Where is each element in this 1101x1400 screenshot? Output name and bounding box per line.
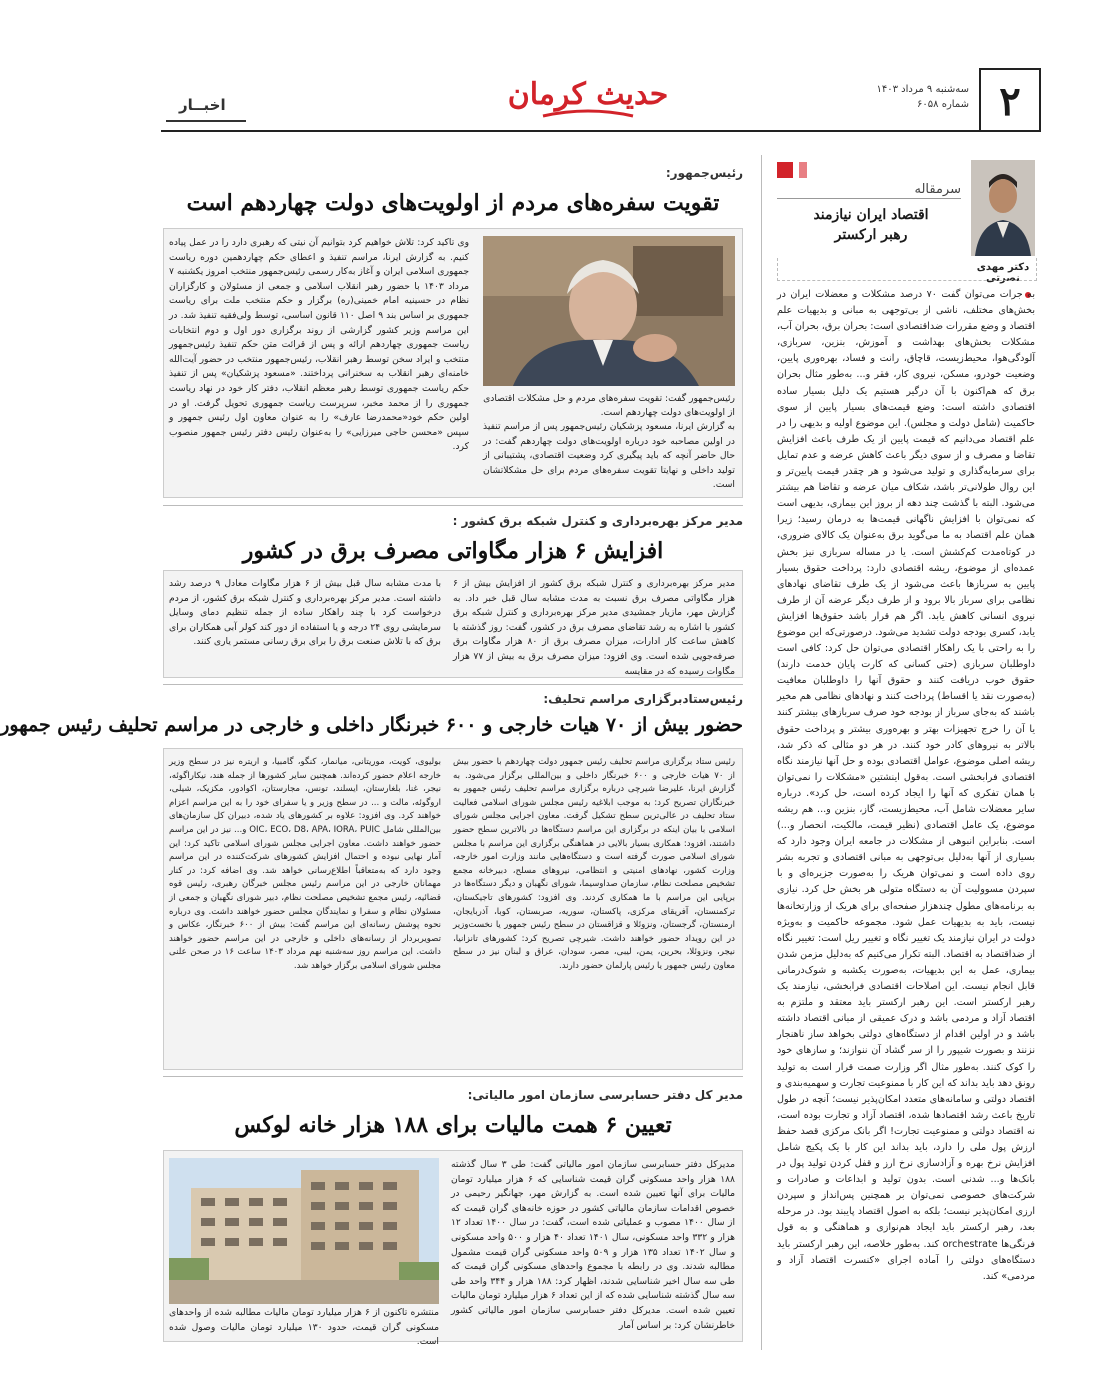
editorial-red-mark <box>777 162 793 178</box>
section-underline <box>166 120 246 122</box>
article1-caption: رئیس‌جمهور گفت: تقویت سفره‌های مردم و حل مشکلات اقتصادی از اولویت‌های دولت چهاردهم است. <box>483 393 735 418</box>
author-name: دکتر مهدی نصرتی <box>976 262 1030 284</box>
newspaper-logo <box>507 58 669 130</box>
article3-top-rule <box>163 684 743 685</box>
article1-kicker: رئیس‌جمهور: <box>665 166 743 180</box>
masthead-rule <box>161 130 1041 132</box>
article1-body-left: وی تاکید کرد: تلاش خواهیم کرد بتوانیم آن نیتی که رهبری دارد را در عمل پیاده کنیم. به گزارش ایرنا، مراسم تنفیذ و اعطای حکم چهاردهمین دوره ریاست جمهوری اسلامی ایران و آغاز به‌کار رسمی رئیس‌جمهور منتخب امروز یکشنبه ۷ مرداد ۱۴۰۳ با حضور رهبر انقلاب اسلامی و جمعی از مسئولان و کارگزاران نظام در حسینیه امام خمینی(ره) برگزار و حکم منتخب ملت برای ریاست جمهوری بر اساس بند ۹ اصل ۱۱۰ قانون اساسی، توسط ولی‌فقیه تنفیذ شد. در این مراسم وزیر کشور گزارشی از روند برگزاری دور اول و دوم انتخابات ریاست جمهوری چهاردهم ارائه و پس از قرائت متن حکم تنفیذ رئیس‌جمهور منتخب و ایراد سخن توسط رهبر انقلاب، رئیس‌جمهور منتخب در حضور آیت‌الله خامنه‌ای رهبر انقلاب به سخنرانی پرداختند. «مسعود پزشکیان» پس از تنفیذ حکم ریاست جمهوری توسط رهبر معظم انقلاب، دفتر کار خود در نهاد ریاست جمهوری را از محمد مخبر، سرپرست ریاست جمهوری تحویل گرفت. او در اولین حکم خود«محمدرضا عارف» را به عنوان معاون اول رئیس جمهور و سپس «محسن حاجی میرزایی» را به‌عنوان رئیس دفتر رئیس جمهور منصوب کرد. <box>169 237 470 453</box>
article4-headline: تعیین ۶ همت مالیات برای ۱۸۸ هزار خانه لوکس <box>234 1112 672 1138</box>
article1-photo <box>483 236 735 386</box>
date-line: سه‌شنبه ۹ مرداد ۱۴۰۳ <box>876 84 969 95</box>
article2-body-right: مدیر مرکز بهره‌برداری و کنترل شبکه برق کشور از افزایش بیش از ۶ هزار مگاواتی مصرف برق نسبت به مدت مشابه سال قبل خبر داد. به گزارش مهر، مازیار جمشیدی مدیر مرکز بهره‌برداری و کنترل شبکه برق کشور با اشاره به رشد تقاضای مصرف برق در کشور، گفت: روز گذشته با کاهش ساعت کار ادارات، میزان مصرف برق از ۸۰ هزار مگاوات برق صرفه‌جویی شده است. وی افزود: میزان مصرف برق به بیش از ۷۷ هزار مگاوات رسیده که در مقایسه <box>453 578 735 677</box>
article1-headline: تقویت سفره‌های مردم از اولویت‌های دولت چهاردهم است <box>186 190 720 216</box>
article2-kicker: مدیر مرکز بهره‌برداری و کنترل شبکه برق کشور : <box>452 514 743 528</box>
article4-photo <box>169 1158 439 1304</box>
logo-text: حدیث کرمان <box>507 77 669 112</box>
date-block <box>877 82 969 112</box>
editorial-title <box>777 205 965 245</box>
editorial-label-rule <box>777 198 961 199</box>
author-photo <box>971 160 1035 256</box>
article3-kicker: رئیس‌ستادبرگزاری مراسم تحلیف: <box>543 692 743 706</box>
column-divider <box>761 155 762 1350</box>
page-number: ۲ <box>979 68 1041 132</box>
editorial-label: سرمقاله <box>914 182 961 197</box>
section-label: اخبــار <box>179 96 226 114</box>
article4-body-left: منتشره تاکنون از ۶ هزار میلیارد تومان مالیات مطالبه شده از واحدهای مسکونی گران قیمت، حدود ۱۳۰ میلیارد تومان مالیات وصول شده است. <box>169 1307 439 1348</box>
author-box <box>777 258 1037 281</box>
article3-body-right: رئیس ستاد برگزاری مراسم تحلیف رئیس جمهور دولت چهاردهم با حضور بیش از ۷۰ هیات خارجی و ۶۰۰ خبرنگار داخلی و بین‌المللی برگزار می‌شود. به گزارش ایرنا، علیرضا شیرچی درباره برگزاری مراسم تحلیف رئیس جمهور به خبرنگاران تصریح کرد: به موجب ابلاغیه رئیس مجلس شورای اسلامی فعالیت ستاد تحلیف در عالی‌ترین سطح تشکیل گرفت. معاون اجرایی مجلس شورای اسلامی با بیان اینکه در برگزاری این مراسم دستگاه‌ها در بالاترین سطح حضور داشتند، افزود: همکاری بسیار بالایی در هماهنگی برگزاری این مراسم با مجلس شورای اسلامی صورت گرفته است و دستگاه‌هایی مانند وزارت امور خارجه، وزارت کشور، نهادهای امنیتی و انتظامی، نیروهای مسلح، دبیرخانه مجمع تشخیص مصلحت نظام، سازمان صداوسیما، شورای نگهبان و دیگر دستگاه‌ها در برپایی این مراسم با ما همکاری کردند. وی افزود: کشورهای تاجیکستان، ترکمنستان، آفریقای مرکزی، پاکستان، سوریه، صربستان، کوبا، آذربایجان، ارمنستان، گرجستان، ونزوئلا و قزاقستان در سطح رئیس جمهور یا نخست‌وزیر در این رویداد حضور خواهند داشت. شیرچی تصریح کرد: کشورهای تانزانیا، نیجر، ونزوئلا، بحرین، یمن، لیبی، مصر، سودان، عراق و لبنان نیز در سطح معاون رئیس جمهور یا رئیس پارلمان حضور دارند. <box>453 757 736 971</box>
editorial-title-line2: رهبر ارکستر <box>834 227 908 243</box>
article2-body-left: با مدت مشابه سال قبل بیش از ۶ هزار مگاوات معادل ۹ درصد رشد داشته است. مدیر مرکز بهره‌برداری و کنترل شبکه برق کشور، از مردم درخواست کرد با چند راهکار ساده از جمله تنظیم دمای وسایل سرمایشی روی ۲۴ درجه و یا استفاده از دور کند کولر آبی همکاران برای برق که با تلاش صنعت برق را برای برق رسانی مستمر یاری کنند. <box>169 578 441 648</box>
article3-body-left: بولیوی، کویت، موریتانی، میانمار، کنگو، گامبیا، و اریتره نیز در سطح وزیر خارجه اعلام حضور کرده‌اند. همچنین سایر کشورها از جمله هند، نیکاراگوئه، نیجر، غنا، بلغارستان، ایسلند، تونس، مجارستان، اکوادور، مکزیک، شیلی، اروگوئه، مالت و ... در سطح وزیر و یا سفرای خود را به این مراسم اعزام خواهند کرد. وی افزود: علاوه بر کشورهای یاد شده، دبیران کل سازمان‌های بین‌المللی شامل OIC، ECO، D8، APA، IORA، PUIC و... نیز در این مراسم حضور خواهند داشت. معاون اجرایی مجلس شورای اسلامی تاکید کرد: این آمار نهایی نبوده و احتمال افزایش کشورهای شرکت‌کننده در این مراسم وجود دارد که به‌متعاقباً اطلاع‌رسانی خواهد شد. وی اضافه کرد: در کنار مهمانان خارجی در این مراسم رئیس مجلس خبرگان رهبری، رئیس قوه قضائیه، رئیس مجمع تشخیص مصلحت نظام، دبیر شورای نگهبان و جمعی از مسئولان نظام و سفرا و نمایندگان مجلس حضور خواهند داشت. وی درباره نحوه پوشش رسانه‌ای این مراسم گفت: بیش از ۶۰۰ خبرنگار، عکاس و تصویربردار از رسانه‌های داخلی و خارجی در این مراسم حضور خواهند داشت. این مراسم روز سه‌شنبه نهم مرداد ۱۴۰۳ ساعت ۱۶ در صحن علنی مجلس شورای اسلامی برگزار خواهد شد. <box>169 757 442 971</box>
editorial-red-mark-2 <box>799 162 807 178</box>
editorial-title-line1: اقتصاد ایران نیازمند <box>813 207 929 223</box>
editorial-body: به جرات می‌توان گفت ۷۰ درصد مشکلات و معضلات ایران در بخش‌های مختلف، ناشی از بی‌توجهی به مبانی و بدیهیات علم اقتصاد و وضع مقررات ضداقتصادی است: بحران برق، بحران آب، مشکلات بخش‌های بهداشت و آموزش، بنزین، سربازی، آلودگی‌هوا، محیط‌زیست، قاچاق، رانت و فساد، بهره‌وری پایین، وضعیت خودرو، مسکن، نیروی کار، فقر و... به‌طور مثال بحران برق که هم‌اکنون با آن درگیر هستیم یک دلیل بسیار ساده اقتصادی داشته است: وضع قیمت‌های بسیار پایین از سوی حاکمیت (شامل دولت و مجلس). این موضوع اولیه و بدیهی را در علم اقتصاد می‌دانیم که قیمت پایین از یک طرف باعث افزایش تقاضا و مصرف و از سوی دیگر باعث کاهش عرضه و عدم تمایل برای سرمایه‌گذاری و تولید می‌شود و هر چقدر قیمت پایین‌تر و این روال طولانی‌تر باشد، شکاف میان عرضه و تقاضا هم بیشتر می‌شود. البته با گذشت چند دهه از بروز این بیماری، بدیهی است که نمی‌توان با افزایش ناگهانی قیمت‌ها به درمان رسید؛ زیرا همان علم اقتصاد به ما می‌گوید برق به‌عنوان یک کالای ضروری، در کوتاه‌مدت کم‌کشش است. یا در مساله سربازی نیز بخش عمده‌ای از موضوع، ریشه اقتصادی دارد: پرداخت حقوق بسیار پایین به سربازها باعث می‌شود از یک طرف تقاضای نهادهای نظامی برای سرباز بالا برود و از طرف دیگر عرضه آن از طرف نیروی انسانی کاهش یابد. اگر هم قرار باشد حقوق‌ها افزایش یابد، کسری بودجه دولت تشدید می‌شود. درصورتی‌که این موضوع را به راحتی با یک راهکار اقتصادی می‌توان حل کرد: کافی است داوطلبان سربازی (حتی کسانی که کارت پایان خدمت دارند) حقوق خوب دریافت کنند و حقوق آنها را داوطلبان معافیت (به‌صورت نقد یا اقساط) پرداخت کنند و نهادهای نظامی هم مخیر باشند که به‌جای سرباز از بودجه خود صرف سربازهای بیشتر کنند یا آن را خرج تجهیزات بهتر و بهره‌وری بیشتر و پرداخت حقوق بالاتر به نیروهای کادر خود کنند. در هر دو مثالی که ذکر شد، ریشه اصلی موضوع، عوامل اقتصادی بوده و حل آنها نیازمند نگاه اقتصادی فرابخشی است. به‌قول اینشتین «مشکلات را نمی‌توان با همان تفکری که آنها را ایجاد کرده است، حل کرد». درباره سایر معضلات شامل آب، محیط‌زیست، گاز، بنزین و... هم ریشه موضوع، یک عامل اقتصادی (نظیر قیمت، مالکیت، انحصار و...) است. بنابراین انبوهی از مشکلات در جامعه ایران وجود دارد که بسیاری از آنها به‌دلیل بی‌توجهی به مبانی اقتصادی و تجربه بشر روی داده است و نمی‌توان هریک را به‌صورت جزیره‌ای و با سپردن مسوولیت آن به دستگاه متولی هر بخش حل کرد. نیازی به برنامه‌های مطول چندهزار صفحه‌ای برای هریک از وزارتخانه‌ها نیست، باید به بدیهیات عمل شود. مجموعه حاکمیت و به‌ویژه دولت در ایران نیازمند یک تغییر نگاه و تغییر ریل است: تغییر نگاه از ضداقتصاد به اقتصاد. البته تکرار می‌کنیم که به‌دلیل مزمن شدن بیماری، عمل به این بدیهیات، به‌صورت یکشبه و شوک‌درمانی قابل انجام نیست. این اصلاحات اقتصادی فرابخشی، نیازمند یک رهبر ارکستر است. این رهبر ارکستر باید معتقد و ملتزم به اقتصاد آزاد و مردمی باشد و درک عمیقی از مبانی اقتصاد داشته باشد و در اولین اقدام از دستگاه‌های دولتی بخواهد ساز ناهنجار نزنند و بصورت شیپور را از سر گشاد آن ننوازند؛ و سازهای خود را کوک کنند. به‌طور مثال اگر وزارت صمت قرار است به تولید رونق دهد باید بداند که این کار با ممنوعیت تجارت و سهمیه‌بندی و اقتصاد دولتی و سامانه‌های متعدد امکان‌پذیر نیست؛ آنچه در طول تاریخ باعث رشد اقتصادها شده، اقتصاد آزاد و تجارت بوده است، نه اقتصاد دولتی و ممنوعیت تجارت! اگر بانک مرکزی قصد حفظ ارزش پول ملی را دارد، باید بداند این کار با یک پکیج شامل افزایش نرخ بهره و آزادسازی نرخ ارز و قفل کردن تولید پول در بانک‌ها و... شدنی است. بدون تولید و ابداعات و صادرات و شرکت‌های خصوصی نمی‌توان بر همچنین پس‌انداز و سپردن ارزی امکان‌پذیر نیست؛ بلکه به اصول اقتصاد پایبند بود. در مرحله بعد، رهبر ارکستر باید ایجاد هم‌نوازی و هماهنگی و به قول فرنگی‌ها orchestrate کند. به‌طور خلاصه، این رهبر ارکستر باید دستگاه‌های دولتی را آماده اجرای «کنسرت اقتصاد آزاد و مردمی» کند. <box>777 289 1035 1282</box>
article4-body-center: مدیرکل دفتر حسابرسی سازمان امور مالیاتی گفت: طی ۳ سال گذشته ۱۸۸ هزار واحد مسکونی گران قیمت شناسایی که ۶ هزار میلیارد تومان مالیات برای آنها تعیین شده است. به گزارش مهر، جهانگیر رحیمی در خصوص اقدامات سازمان مالیاتی کشور در حوزه خانه‌های گران قیمت که از سال ۱۴۰۰ مصوب و عملیاتی شده است، گفت: در سال ۱۴۰۰ تعداد ۱۲ هزار و ۳۳۲ واحد مسکونی، سال ۱۴۰۱ تعداد ۴۰ هزار و ۵۰۰ واحد مسکونی و سال ۱۴۰۲ تعداد ۱۳۵ هزار و ۵۰۹ واحد مسکونی گران قیمت مشمول مطالبه شدند. وی در رابطه با مجموع واحدهای مسکونی گران قیمت که طی سه سال اخیر شناسایی شدند، اظهار کرد: ۱۸۸ هزار و ۳۴۴ واحد طی سه سال گذشته شناسایی شده که از این تعداد ۶ هزار میلیارد تومان مالیات تعیین شده است. مدیرکل دفتر حسابرسی سازمان امور مالیاتی کشور خاطرنشان کرد: بر اساس آمار <box>451 1159 736 1331</box>
article3-headline: حضور بیش از ۷۰ هیات خارجی و ۶۰۰ خبرنگار داخلی و خارجی در مراسم تحلیف رئیس جمهور <box>0 714 743 736</box>
article2-headline: افزایش ۶ هزار مگاواتی مصرف برق در کشور <box>242 538 664 564</box>
article1-body-right: به گزارش ایرنا، مسعود پزشکیان رئیس‌جمهور پس از مراسم تنفیذ در اولین مصاحبه خود درباره اولویت‌های دولت چهاردهم گفت: در حال حاضر آنچه که باید پیگیری کرد وضعیت اقتصادی، پشتیبانی از تولید داخلی و نهایتا تقویت سفره‌های مردم برای حل مشکلاتشان است. <box>483 421 735 491</box>
article2-top-rule <box>163 505 743 506</box>
article4-kicker: مدیر کل دفتر حسابرسی سازمان امور مالیاتی: <box>467 1088 743 1102</box>
article4-top-rule <box>163 1076 743 1077</box>
issue-line: شماره ۶۰۵۸ <box>917 99 969 110</box>
